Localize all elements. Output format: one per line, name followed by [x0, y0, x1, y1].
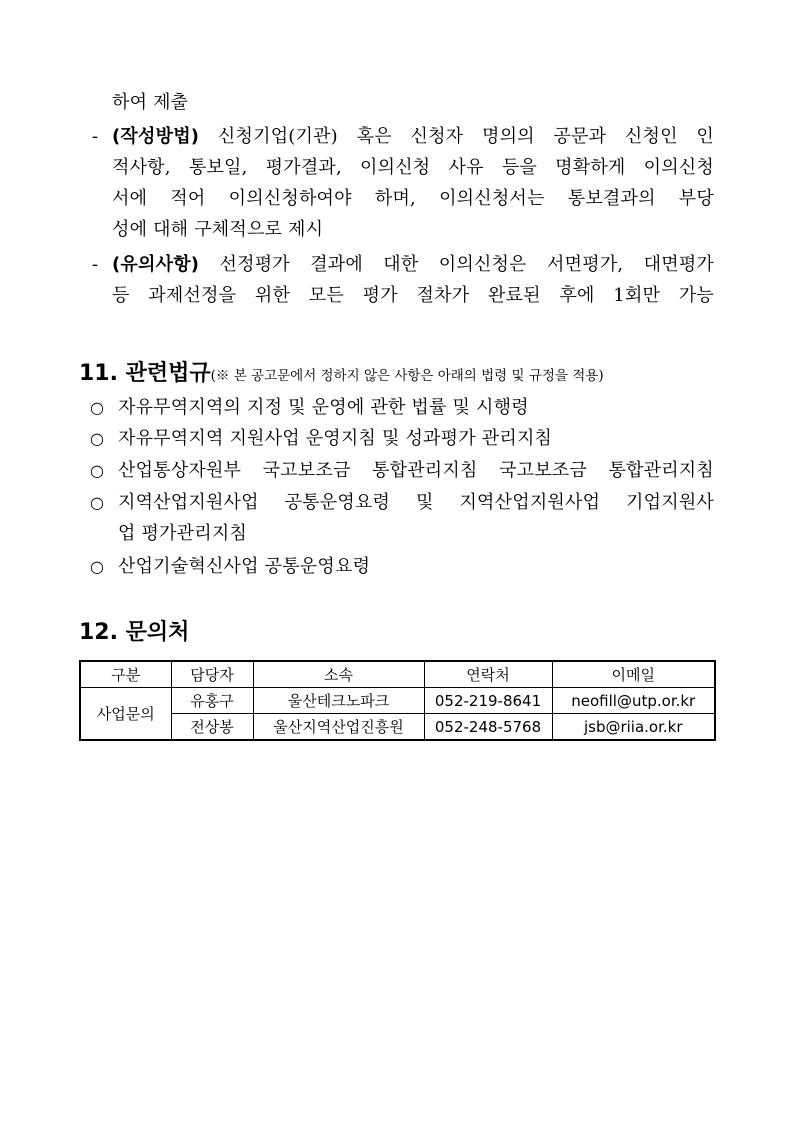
law-item-4: 지역산업지원사업 공통운영요령 및 지역산업지원사업 기업지원사 [118, 492, 714, 513]
organization-cell: 울산테크노파크 [253, 688, 424, 714]
table-row [80, 714, 715, 741]
category-cell: 사업문의 [80, 688, 171, 741]
header-organization: 소속 [253, 661, 424, 688]
law-item-1: 자유무역지역의 지정 및 운영에 관한 법률 및 시행령 [118, 397, 529, 418]
writing-method-line-2: 적사항, 통보일, 평가결과, 이의신청 사유 등을 명확하게 이의신청 [112, 157, 714, 178]
header-category: 구분 [80, 661, 171, 688]
contact-table [79, 660, 716, 741]
manager-cell: 전상봉 [171, 714, 253, 741]
notes-text-1: 선정평가 결과에 대한 이의신청은 서면평가, 대면평가 [199, 254, 714, 275]
law-item-3: 산업통상자원부 국고보조금 통합관리지침 국고보조금 통합관리지침 [118, 460, 714, 481]
section-12-heading: 12. 문의처 [79, 620, 190, 645]
bullet-icon: ○ [90, 429, 104, 448]
manager-cell: 유홍구 [171, 688, 253, 714]
header-email: 이메일 [552, 661, 715, 688]
continuation-line: 하여 제출 [112, 92, 189, 113]
section-11-heading [79, 361, 604, 389]
phone-cell: 052-248-5768 [424, 714, 552, 741]
law-item-2: 자유무역지역 지원사업 운영지침 및 성과평가 관리지침 [118, 428, 553, 449]
section-11-note: (※ 본 공고문에서 정하지 않은 사항은 아래의 법령 및 규정을 적용) [210, 368, 604, 384]
notes-line-1 [112, 254, 714, 276]
dash-marker: - [92, 126, 99, 147]
bullet-icon: ○ [90, 557, 104, 576]
writing-method-line-1 [112, 126, 714, 148]
bullet-icon: ○ [90, 461, 104, 480]
law-item-5: 산업기술혁신사업 공통운영요령 [118, 556, 371, 577]
bullet-icon: ○ [90, 398, 104, 417]
email-cell: jsb@riia.or.kr [552, 714, 715, 741]
section-11-title: 11. 관련법규 [79, 361, 211, 386]
writing-method-line-3: 서에 적어 이의신청하여야 하며, 이의신청서는 통보결과의 부당 [112, 188, 714, 209]
header-phone: 연락처 [424, 661, 552, 688]
dash-marker: - [92, 254, 99, 275]
phone-cell: 052-219-8641 [424, 688, 552, 714]
writing-method-label: (작성방법) [112, 126, 200, 147]
table-row [80, 688, 715, 714]
organization-cell: 울산지역산업진흥원 [253, 714, 424, 741]
header-manager: 담당자 [171, 661, 253, 688]
notes-line-2: 등 과제선정을 위한 모든 평가 절차가 완료된 후에 1회만 가능 [112, 285, 714, 306]
table-header-row [80, 661, 715, 688]
notes-label: (유의사항) [112, 254, 200, 275]
law-item-4-cont: 업 평가관리지침 [118, 523, 248, 544]
bullet-icon: ○ [90, 493, 104, 512]
writing-method-line-4: 성에 대해 구체적으로 제시 [112, 219, 324, 240]
writing-method-text-1: 신청기업(기관) 혹은 신청자 명의의 공문과 신청인 인 [199, 126, 714, 147]
email-cell: neofill@utp.or.kr [552, 688, 715, 714]
